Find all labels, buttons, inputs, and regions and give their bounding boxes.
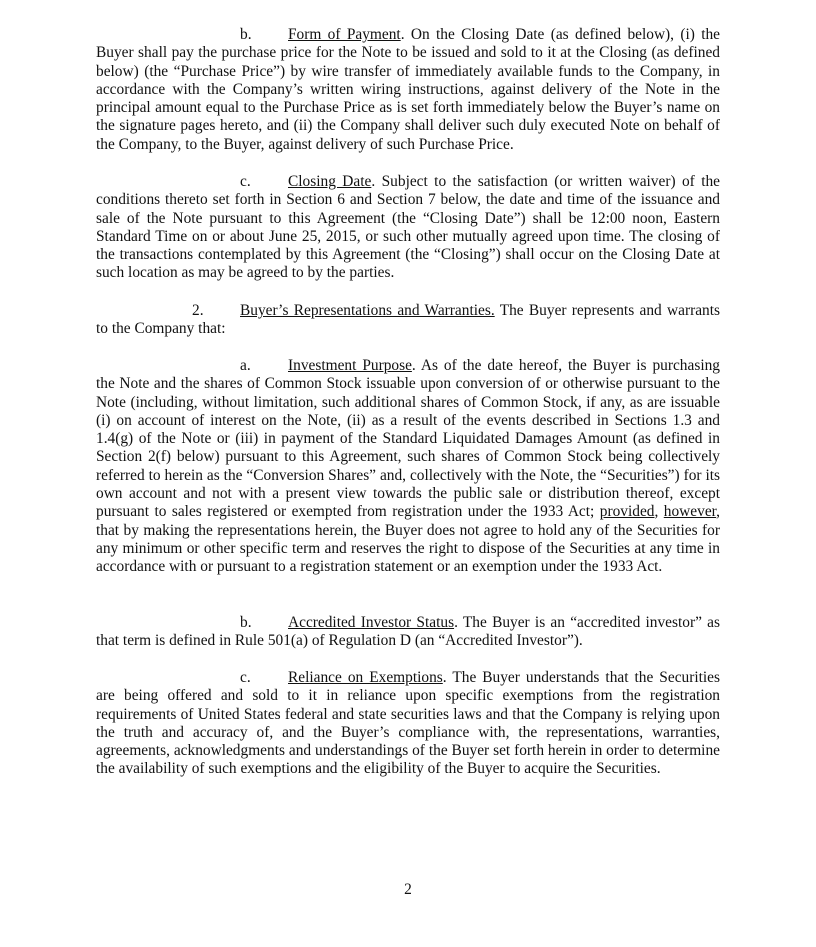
heading-trail: . (371, 173, 376, 190)
heading-trail: . (411, 357, 416, 374)
section-heading-accredited-investor-status: Accredited Investor Status (288, 614, 455, 631)
paragraph-text: Subject to the satisfaction (or written waiver) of the conditions thereto set forth in Section 6 and Section 7 below, the date and time of the issuance and sale of the Note pursuant to this Agreement (the “Closing Date”) shall be 12:00 noon, Eastern Standard Time on or about June 25, 2015, or such other mutually agreed upon time. The closing of the transactions contemplated by this Agreement (the “Closing”) shall occur on the Closing Date at such location as may be agreed to by the parties. (96, 173, 721, 282)
paragraph-text: As of the date hereof, the Buyer is purchasing the Note and the shares of Common Stock issuable upon conversion of or otherwise pursuant to the Note (including, without limitation, such additional shares of Common Stock, if any, as are issuable (i) on account of interest on the Note, (ii) as a result of the events described in Sections 1.3 and 1.4(g) of the Note or (iii) in payment of the Standard Liquidated Damages Amount (as defined in Section 2(f) below) pursuant to this Agreement, such shares of Common Stock being collectively referred to herein as the “Conversion Shares” and, collectively with the Note, the “Securities”) for its own account and not with a present view towards the public sale or distribution thereof, except pursuant to sales registered or exempted from registration under the 1933 Act; (96, 357, 720, 521)
section-heading-investment-purpose: Investment Purpose (288, 357, 412, 374)
paragraph-number: b. (240, 614, 252, 631)
paragraph-buyers-representations (96, 302, 720, 339)
paragraph-reliance-on-exemptions (96, 669, 720, 779)
section-heading-closing-date: Closing Date (288, 173, 372, 190)
heading-trail: . (454, 614, 458, 631)
comma-separator: , (654, 503, 664, 521)
paragraph-closing-date (96, 173, 720, 283)
section-number: 2. (192, 302, 204, 319)
paragraph-number: c. (240, 173, 251, 190)
paragraph-number: c. (240, 669, 251, 686)
heading-trail: . (442, 669, 447, 686)
paragraph-number: b. (240, 26, 252, 43)
paragraph-investment-purpose (96, 357, 720, 577)
paragraph-text-end: , that by making the representations herein, the Buyer does not agree to hold any of the Securities for any minimum or other specific term and reserves the right to dispose of the Securities at any time in accordance with or pursuant to a registration statement or an exemption under the 1933 Act. (96, 503, 721, 576)
paragraph-form-of-payment (96, 26, 720, 154)
paragraph-accredited-investor-status (96, 614, 720, 651)
paragraph-text: The Buyer represents and warrants to the Company that: (96, 302, 720, 338)
section-heading-form-of-payment: Form of Payment (288, 26, 401, 43)
provided-term: provided (599, 503, 655, 521)
paragraph-text: The Buyer is an “accredited investor” as that term is defined in Rule 501(a) of Regulation D (an “Accredited Investor”). (96, 614, 720, 650)
paragraph-text: On the Closing Date (as defined below), (i) the Buyer shall pay the purchase price for the Note to be issued and sold to it at the Closing (as defined below) (the “Purchase Price”) by wire transfer of immediately available funds to the Company, in accordance with the Company’s written wiring instructions, against delivery of the Note in the principal amount equal to the Purchase Price as is set forth immediately below the Buyer’s name on the signature pages hereto, and (ii) the Company shall deliver such duly executed Note on behalf of the Company, to the Buyer, against delivery of such Purchase Price. (96, 26, 721, 153)
page-number: 2 (404, 881, 412, 898)
heading-trail: . (400, 26, 405, 43)
section-heading-buyers-representations: Buyer’s Representations and Warranties. (240, 302, 495, 319)
section-heading-reliance-on-exemptions: Reliance on Exemptions (288, 669, 443, 686)
paragraph-text: The Buyer understands that the Securities are being offered and sold to it in reliance upon specific exemptions from the registration requirements of United States federal and state securities laws and that the Company is relying upon the truth and accuracy of, and the Buyer’s compliance with, the representations, warranties, agreements, acknowledgments and understandings of the Buyer set forth herein in order to determine the availability of such exemptions and the eligibility of the Buyer to acquire the Securities. (96, 669, 720, 778)
paragraph-number: a. (240, 357, 251, 374)
however-term: however (663, 503, 717, 521)
